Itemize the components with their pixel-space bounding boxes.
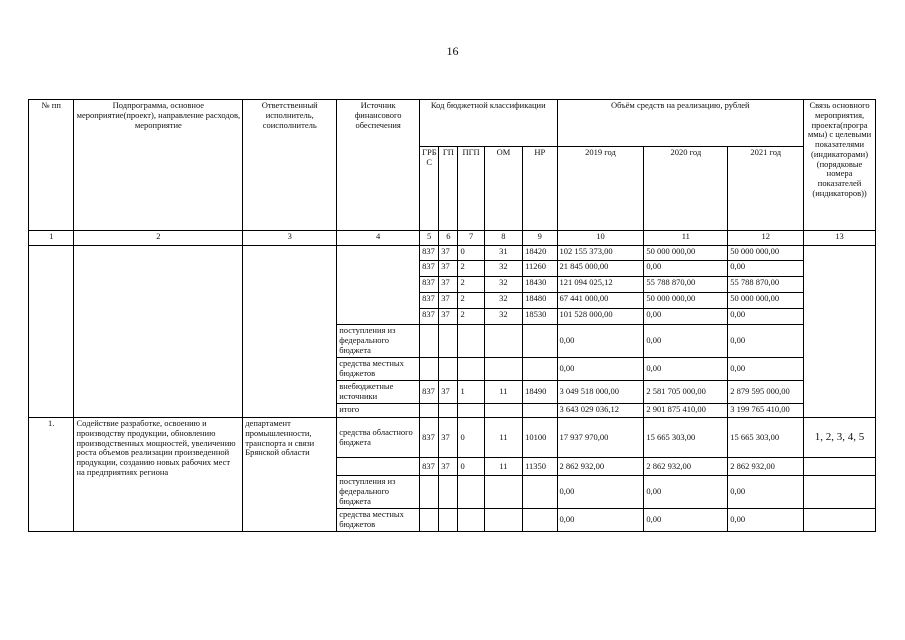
col-program-header: Подпрограмма, основное мероприятие(проект), направление расходов, мероприятие [74, 100, 243, 231]
y2019-cell: 102 155 373,00 [557, 246, 644, 261]
np-cell: 18480 [523, 293, 557, 309]
col-2021-header: 2021 год [728, 147, 804, 231]
col-grbs-header: ГРБ С [420, 147, 439, 231]
total-2019: 3 643 029 036,12 [557, 404, 644, 418]
table-row [29, 246, 876, 261]
col-om-header: ОМ [484, 147, 522, 231]
page-number: 16 [446, 44, 459, 58]
y2019-cell: 0,00 [557, 476, 644, 509]
col-number: 9 [523, 231, 557, 246]
y2021-cell: 2 879 595 000,00 [728, 381, 804, 404]
col-number: 10 [557, 231, 644, 246]
y2021-cell: 50 000 000,00 [728, 246, 804, 261]
np-cell: 11260 [523, 261, 557, 277]
program-cell [74, 246, 243, 418]
y2021-cell: 0,00 [728, 509, 804, 532]
link-cell [804, 509, 876, 532]
gp-cell: 37 [439, 277, 458, 293]
om-cell: 11 [484, 418, 522, 458]
source-cell: поступления из федерального бюджета [337, 325, 420, 358]
col-number: 3 [243, 231, 337, 246]
source-cell: поступления из федерального бюджета [337, 476, 420, 509]
grbs-cell [420, 325, 439, 358]
total-2021: 3 199 765 410,00 [728, 404, 804, 418]
budget-table [28, 99, 876, 532]
np-cell: 18530 [523, 309, 557, 325]
y2020-cell: 0,00 [644, 309, 728, 325]
y2019-cell: 121 094 025,12 [557, 277, 644, 293]
y2019-cell: 67 441 000,00 [557, 293, 644, 309]
y2019-cell: 0,00 [557, 509, 644, 532]
om-cell [484, 476, 522, 509]
source-cell [337, 458, 420, 476]
grbs-cell: 837 [420, 309, 439, 325]
y2021-cell: 55 788 870,00 [728, 277, 804, 293]
pgp-cell [458, 325, 484, 358]
grbs-cell: 837 [420, 418, 439, 458]
y2020-cell: 0,00 [644, 476, 728, 509]
col-gp-header: ГП [439, 147, 458, 231]
y2021-cell: 2 862 932,00 [728, 458, 804, 476]
grbs-cell: 837 [420, 293, 439, 309]
gp-cell [439, 325, 458, 358]
y2019-cell: 2 862 932,00 [557, 458, 644, 476]
om-cell [484, 358, 522, 381]
om-cell: 32 [484, 261, 522, 277]
om-cell: 32 [484, 277, 522, 293]
item-program: Содействие разработке, освоению и производству продукции, обновлению производственных мощностей, увеличению роста объемов реализации произведенной продукции, созданию новых рабочих мест на предприятиях региона [74, 418, 243, 532]
np-cell: 11350 [523, 458, 557, 476]
item-links: 1, 2, 3, 4, 5 [804, 418, 876, 458]
source-cell [337, 246, 420, 325]
grbs-cell [420, 404, 439, 418]
grbs-cell: 837 [420, 261, 439, 277]
y2020-cell: 50 000 000,00 [644, 246, 728, 261]
y2020-cell: 0,00 [644, 358, 728, 381]
col-number: 11 [644, 231, 728, 246]
responsible-cell [243, 246, 337, 418]
grbs-cell [420, 509, 439, 532]
y2021-cell: 0,00 [728, 261, 804, 277]
code-group-header: Код бюджетной классификации [420, 100, 557, 147]
grbs-cell: 837 [420, 246, 439, 261]
num-cell [29, 246, 74, 418]
total-label: итого [337, 404, 420, 418]
total-2020: 2 901 875 410,00 [644, 404, 728, 418]
np-cell: 18420 [523, 246, 557, 261]
y2019-cell: 3 049 518 000,00 [557, 381, 644, 404]
col-number: 2 [74, 231, 243, 246]
y2020-cell: 0,00 [644, 325, 728, 358]
col-number: 4 [337, 231, 420, 246]
source-cell: внебюджетные источники [337, 381, 420, 404]
col-number: 12 [728, 231, 804, 246]
volume-group-header: Объём средств на реализацию, рублей [557, 100, 804, 147]
pgp-cell: 0 [458, 418, 484, 458]
np-cell [523, 325, 557, 358]
grbs-cell: 837 [420, 381, 439, 404]
item-num: 1. [29, 418, 74, 532]
col-2019-header: 2019 год [557, 147, 644, 231]
pgp-cell [458, 404, 484, 418]
gp-cell: 37 [439, 261, 458, 277]
pgp-cell: 0 [458, 246, 484, 261]
y2021-cell: 0,00 [728, 358, 804, 381]
y2020-cell: 15 665 303,00 [644, 418, 728, 458]
col-link-header: Связь основного мероприятия, проекта(програ ммы) с целевыми показателями (индикаторами) (порядковые номера показателей (индикаторов)) [804, 100, 876, 231]
pgp-cell: 2 [458, 277, 484, 293]
y2021-cell: 0,00 [728, 309, 804, 325]
om-cell: 31 [484, 246, 522, 261]
gp-cell [439, 404, 458, 418]
header-row-1 [29, 100, 876, 147]
y2019-cell: 17 937 970,00 [557, 418, 644, 458]
grbs-cell [420, 476, 439, 509]
gp-cell: 37 [439, 458, 458, 476]
pgp-cell: 2 [458, 293, 484, 309]
y2019-cell: 21 845 000,00 [557, 261, 644, 277]
pgp-cell [458, 476, 484, 509]
y2021-cell: 0,00 [728, 476, 804, 509]
source-cell: средства местных бюджетов [337, 358, 420, 381]
col-number: 7 [458, 231, 484, 246]
pgp-cell: 2 [458, 261, 484, 277]
np-cell: 18430 [523, 277, 557, 293]
col-source-header: Источник финансового обеспечения [337, 100, 420, 231]
col-num-header: № пп [29, 100, 74, 231]
col-responsible-header: Ответственный исполнитель, соисполнитель [243, 100, 337, 231]
om-cell [484, 325, 522, 358]
om-cell: 11 [484, 458, 522, 476]
col-number: 1 [29, 231, 74, 246]
y2019-cell: 0,00 [557, 325, 644, 358]
link-cell [804, 458, 876, 476]
om-cell: 32 [484, 293, 522, 309]
np-cell [523, 509, 557, 532]
col-np-header: НР [523, 147, 557, 231]
table-row [29, 418, 876, 458]
col-pgp-header: ПГП [458, 147, 484, 231]
y2020-cell: 2 862 932,00 [644, 458, 728, 476]
link-cell [804, 246, 876, 418]
col-number: 13 [804, 231, 876, 246]
gp-cell: 37 [439, 309, 458, 325]
om-cell: 11 [484, 381, 522, 404]
grbs-cell [420, 358, 439, 381]
gp-cell [439, 476, 458, 509]
pgp-cell: 2 [458, 309, 484, 325]
gp-cell [439, 509, 458, 532]
y2021-cell: 15 665 303,00 [728, 418, 804, 458]
y2020-cell: 50 000 000,00 [644, 293, 728, 309]
col-number: 6 [439, 231, 458, 246]
np-cell [523, 476, 557, 509]
y2019-cell: 101 528 000,00 [557, 309, 644, 325]
y2020-cell: 55 788 870,00 [644, 277, 728, 293]
om-cell: 32 [484, 309, 522, 325]
pgp-cell: 1 [458, 381, 484, 404]
gp-cell [439, 358, 458, 381]
col-number: 8 [484, 231, 522, 246]
item-responsible: департамент промышленности, транспорта и связи Брянской области [243, 418, 337, 532]
source-cell: средства местных бюджетов [337, 509, 420, 532]
y2019-cell: 0,00 [557, 358, 644, 381]
np-cell [523, 404, 557, 418]
y2020-cell: 0,00 [644, 509, 728, 532]
gp-cell: 37 [439, 246, 458, 261]
pgp-cell [458, 509, 484, 532]
np-cell: 10100 [523, 418, 557, 458]
gp-cell: 37 [439, 381, 458, 404]
pgp-cell [458, 358, 484, 381]
y2020-cell: 2 581 705 000,00 [644, 381, 728, 404]
link-cell [804, 476, 876, 509]
gp-cell: 37 [439, 293, 458, 309]
y2021-cell: 50 000 000,00 [728, 293, 804, 309]
om-cell [484, 509, 522, 532]
col-2020-header: 2020 год [644, 147, 728, 231]
y2020-cell: 0,00 [644, 261, 728, 277]
np-cell [523, 358, 557, 381]
pgp-cell: 0 [458, 458, 484, 476]
source-cell: средства областного бюджета [337, 418, 420, 458]
gp-cell: 37 [439, 418, 458, 458]
col-number: 5 [420, 231, 439, 246]
y2021-cell: 0,00 [728, 325, 804, 358]
om-cell [484, 404, 522, 418]
np-cell: 18490 [523, 381, 557, 404]
grbs-cell: 837 [420, 277, 439, 293]
grbs-cell: 837 [420, 458, 439, 476]
column-numbers-row [29, 231, 876, 246]
